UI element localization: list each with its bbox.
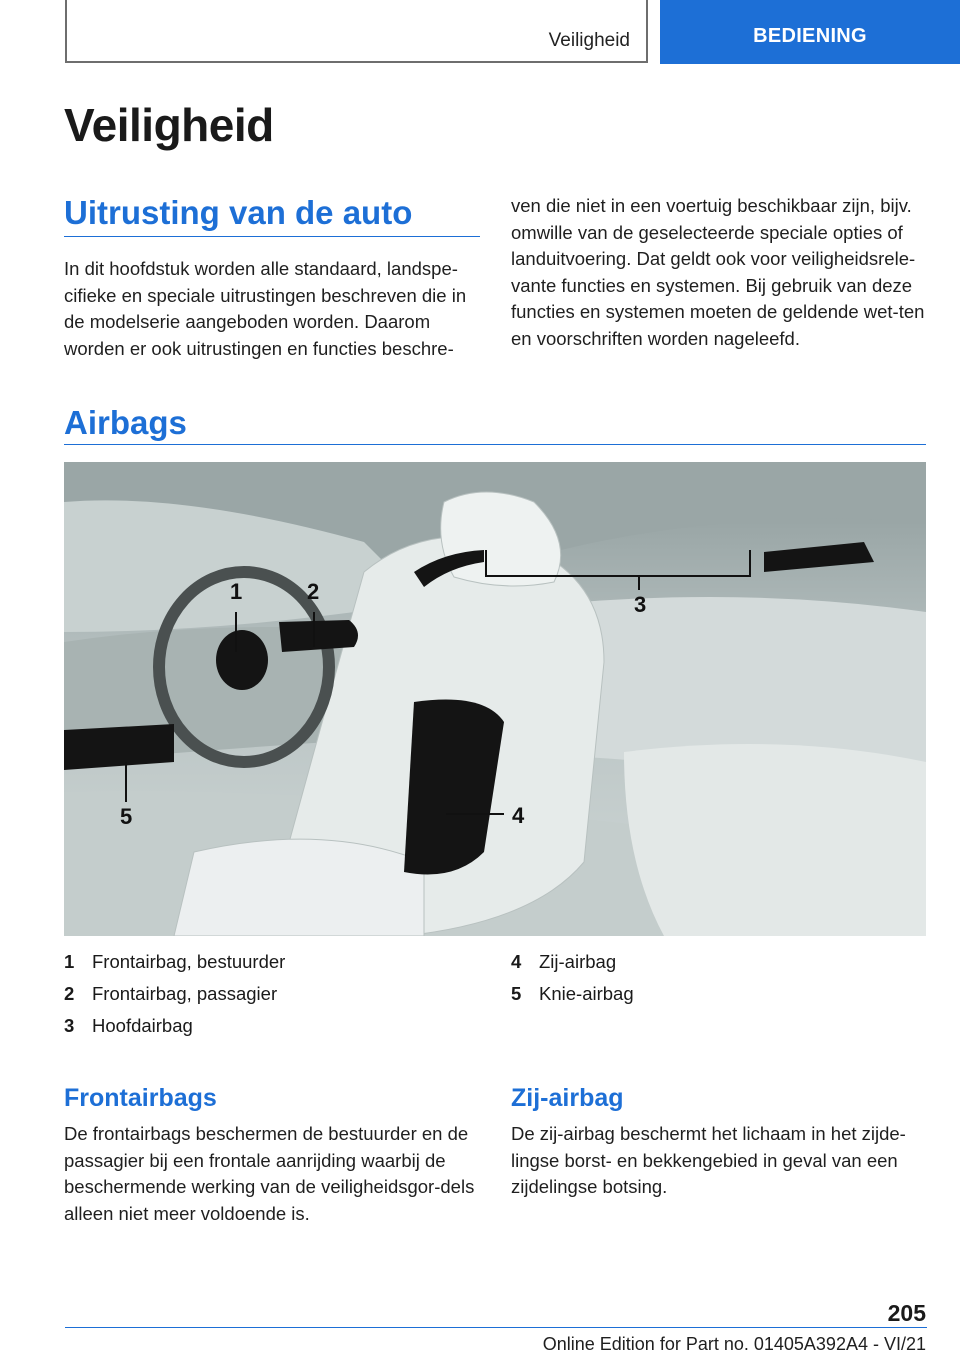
legend-num: 3	[64, 1015, 75, 1036]
subheading-zijairbag: Zij-airbag	[511, 1084, 624, 1112]
front-seat-cushion	[174, 839, 424, 936]
footer-edition: Online Edition for Part no. 01405A392A4 - VI/21	[542, 1334, 926, 1354]
airbag-legend-col1	[64, 946, 285, 1042]
legend-item	[64, 1010, 285, 1042]
section-rule-equipment	[64, 236, 480, 237]
section-rule-airbags	[64, 444, 926, 445]
airbag-interior-figure	[64, 462, 926, 936]
rear-seat-shape	[624, 744, 926, 936]
legend-num: 1	[64, 951, 75, 972]
passenger-airbag-shape	[279, 620, 358, 652]
legend-num: 5	[511, 983, 522, 1004]
header-section-label: Veiligheid	[548, 30, 630, 51]
legend-label: Knie-airbag	[539, 983, 634, 1004]
zijairbag-text: De zij-airbag beschermt het lichaam in het zijde-lingse borst- en bekkengebied in geval van een zijdelingse botsing.	[511, 1123, 906, 1197]
page-number: 205	[887, 1300, 926, 1326]
subheading-frontairbags: Frontairbags	[64, 1084, 217, 1112]
equipment-text-col2: ven die niet in een voertuig beschikbaar zijn, bijv. omwille van de geselecteerde speciale opties of landuitvoering. Dat geldt ook voor veiligheidsrele-vante functies en systemen. Bij gebruik van deze functies en systemen moeten de geldende wet-ten en voorschriften worden nageleefd.	[511, 195, 925, 349]
legend-item	[64, 946, 285, 978]
legend-label: Frontairbag, bestuurder	[92, 951, 286, 972]
section-heading-airbags: Airbags	[64, 404, 187, 441]
header-chapter-tab[interactable]: BEDIENING	[660, 0, 960, 64]
interior-illustration	[64, 462, 926, 936]
callout-label-4: 4	[512, 803, 525, 828]
legend-num: 2	[64, 983, 75, 1004]
driver-airbag-shape	[216, 630, 268, 690]
callout-label-5: 5	[120, 804, 133, 829]
legend-label: Hoofdairbag	[92, 1015, 193, 1036]
legend-label: Zij-airbag	[539, 951, 617, 972]
callout-label-1: 1	[230, 579, 243, 604]
legend-item	[511, 978, 634, 1010]
airbag-legend-col2	[511, 946, 634, 1010]
head-airbag-right	[764, 542, 874, 572]
legend-item	[511, 946, 634, 978]
callout-label-3: 3	[634, 592, 647, 617]
legend-label: Frontairbag, passagier	[92, 983, 278, 1004]
page-title: Veiligheid	[64, 99, 274, 151]
legend-item	[64, 978, 285, 1010]
equipment-text-col1: In dit hoofdstuk worden alle standaard, landspe-cifieke en speciale uitrustingen beschreven die in de modelserie aangeboden worden. Daarom worden er ook uitrustingen en functies beschre-	[64, 258, 467, 359]
legend-num: 4	[511, 951, 522, 972]
frontairbags-text: De frontairbags beschermen de bestuurder en de passagier bij een frontale aanrijding waarbij de beschermende werking van de veiligheidsgor-dels alleen niet meer voldoende is.	[64, 1123, 475, 1224]
knee-airbag-shape	[64, 724, 174, 770]
section-heading-equipment: Uitrusting van de auto	[64, 194, 413, 231]
footer-rule	[65, 1327, 927, 1328]
callout-label-2: 2	[307, 579, 320, 604]
